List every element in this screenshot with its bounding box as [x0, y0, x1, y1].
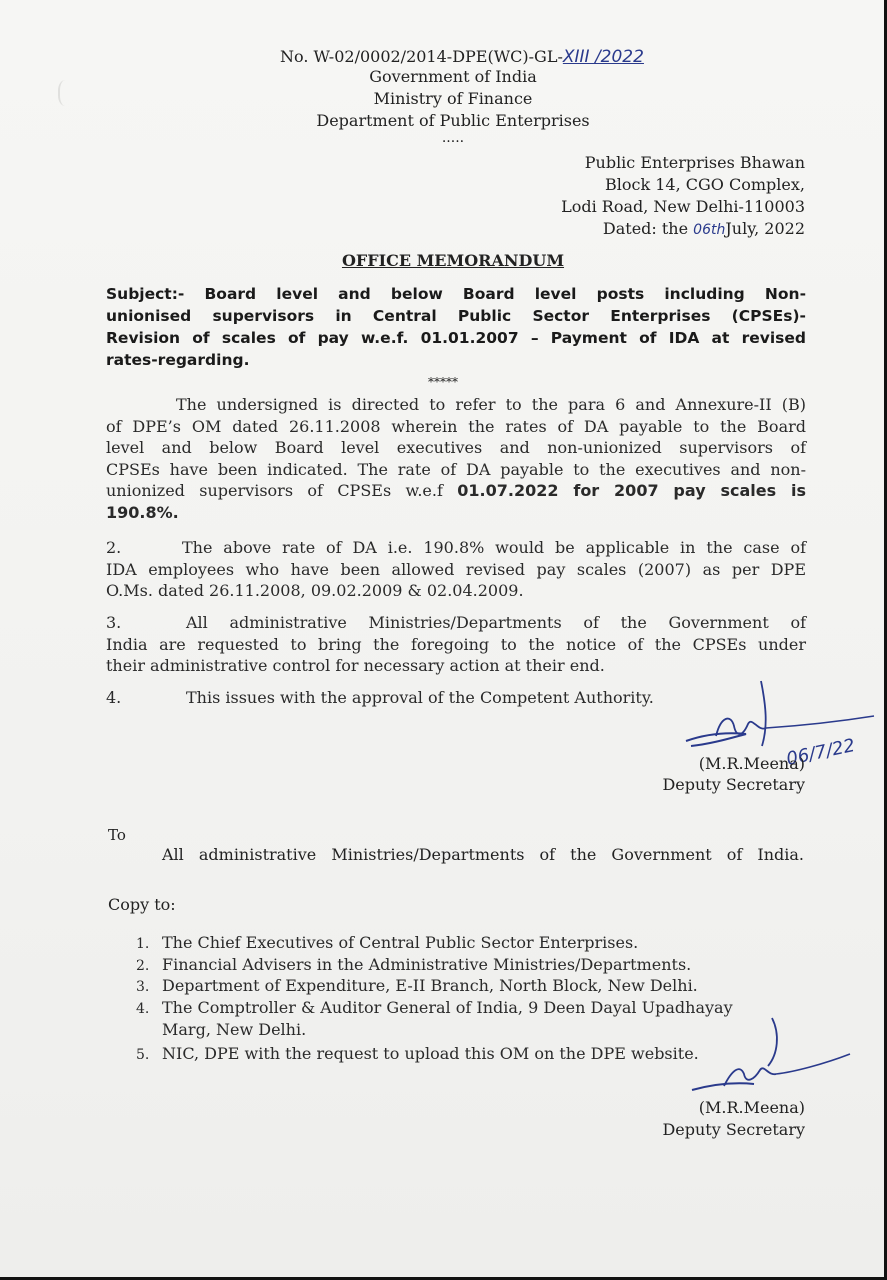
para2-line-3: O.Ms. dated 26.11.2008, 09.02.2009 & 02.04.2009. [106, 581, 524, 600]
dated-handwritten-day: 06th [693, 222, 726, 238]
copy-list-item [136, 1043, 699, 1066]
para3-line-1-text: All administrative Ministries/Departments of the Government of [186, 613, 806, 632]
copy-list-text: NIC, DPE with the request to upload this OM on the DPE website. [162, 1044, 699, 1063]
copy-list-number: 1. [136, 936, 150, 952]
paper-scuff-mark [58, 80, 76, 106]
paragraph-1 [106, 394, 806, 523]
para4-number: 4. [106, 688, 122, 707]
subject-line-3: Revision of scales of pay w.e.f. 01.01.2007 – Payment of IDA at revised [106, 329, 806, 347]
para1-line-4: CPSEs have been indicated. The rate of DA payable to the executives and non- [106, 459, 806, 479]
subject-line-2: unionised supervisors in Central Public Sector Enterprises (CPSEs)- [106, 307, 806, 325]
para1-line-5-bold: 01.07.2022 for 2007 pay scales is [457, 481, 807, 500]
para1-rate-bold: 190.8%. [106, 502, 179, 522]
address-line-2: Block 14, CGO Complex, [605, 175, 805, 194]
header-dots: ..... [441, 130, 465, 146]
header-line-ministry: Ministry of Finance [373, 89, 533, 108]
para1-line-6 [106, 502, 806, 524]
para1-line-3: level and below Board level executives and non-unionized supervisors of [106, 438, 806, 457]
copy-list-item [136, 954, 691, 977]
subject-line-4: rates-regarding. [106, 351, 250, 369]
copy-list-item [136, 997, 733, 1020]
signature-2-name: (M.R.Meena) [698, 1098, 805, 1117]
paragraph-3 [106, 612, 806, 677]
paragraph-2 [106, 537, 806, 602]
para3-number: 3. [106, 613, 122, 632]
copy-list-number: 3. [136, 979, 150, 995]
file-number-handwritten: XIII /2022 [562, 47, 644, 67]
signature-1-name: (M.R.Meena) [698, 754, 805, 773]
copy-list-item [136, 975, 698, 998]
para1-line-2: of DPE’s OM dated 26.11.2008 wherein the rates of DA payable to the Board [106, 416, 806, 436]
copy-list-text: The Chief Executives of Central Public Sector Enterprises. [162, 933, 639, 952]
to-recipient: All administrative Ministries/Departments of the Government of India. [162, 845, 804, 864]
copy-list-number: 5. [136, 1047, 150, 1063]
header-line-government: Government of India [369, 67, 537, 86]
file-number-printed: No. W-02/0002/2014-DPE(WC)-GL- [280, 47, 563, 66]
header-line-department: Department of Public Enterprises [316, 111, 590, 130]
copy-to-label: Copy to: [108, 895, 176, 914]
dated-suffix: July, 2022 [725, 219, 805, 238]
para3-line-2: India are requested to bring the foregoing to the notice of the CPSEs under [106, 634, 806, 654]
para3-line-3: their administrative control for necessary action at their end. [106, 656, 605, 675]
subject-block [106, 283, 806, 371]
signature-1-date: 06/7/22 [784, 735, 857, 770]
copy-list-text: Financial Advisers in the Administrative Ministries/Departments. [162, 955, 692, 974]
copy-list-number: 2. [136, 958, 150, 974]
address-line-1: Public Enterprises Bhawan [584, 153, 805, 172]
para1-line-1: The undersigned is directed to refer to the para 6 and Annexure-II (B) [176, 395, 806, 414]
para4-text: This issues with the approval of the Competent Authority. [186, 688, 654, 707]
para2-number: 2. [106, 538, 122, 557]
file-number [280, 46, 644, 68]
para1-line-5 [106, 480, 806, 502]
subject-line-1: Subject:- Board level and below Board level posts including Non- [106, 285, 806, 303]
section-stars: ***** [428, 375, 458, 389]
copy-list-text: The Comptroller & Auditor General of India, 9 Deen Dayal Upadhayay [162, 998, 733, 1017]
copy-list-item [136, 932, 638, 955]
signature-2-designation: Deputy Secretary [662, 1120, 805, 1139]
address-line-3: Lodi Road, New Delhi-110003 [561, 197, 805, 216]
copy-list-number: 4. [136, 1001, 150, 1017]
copy-list-text: Department of Expenditure, E-II Branch, North Block, New Delhi. [162, 976, 698, 995]
signature-1-designation: Deputy Secretary [662, 775, 805, 794]
copy-list-item-continued: Marg, New Delhi. [162, 1020, 307, 1039]
para2-line-2: IDA employees who have been allowed revised pay scales (2007) as per DPE [106, 559, 806, 579]
para3-line-1 [106, 612, 806, 634]
memo-title: OFFICE MEMORANDUM [341, 251, 565, 270]
to-label: To [108, 826, 126, 844]
dated-prefix: Dated: the [602, 219, 689, 238]
para1-line-5-plain: unionized supervisors of CPSEs w.e.f [106, 481, 458, 500]
dated-line [455, 218, 805, 241]
para2-line-1 [106, 537, 806, 559]
para2-line-1-text: The above rate of DA i.e. 190.8% would be applicable in the case of [182, 538, 806, 557]
